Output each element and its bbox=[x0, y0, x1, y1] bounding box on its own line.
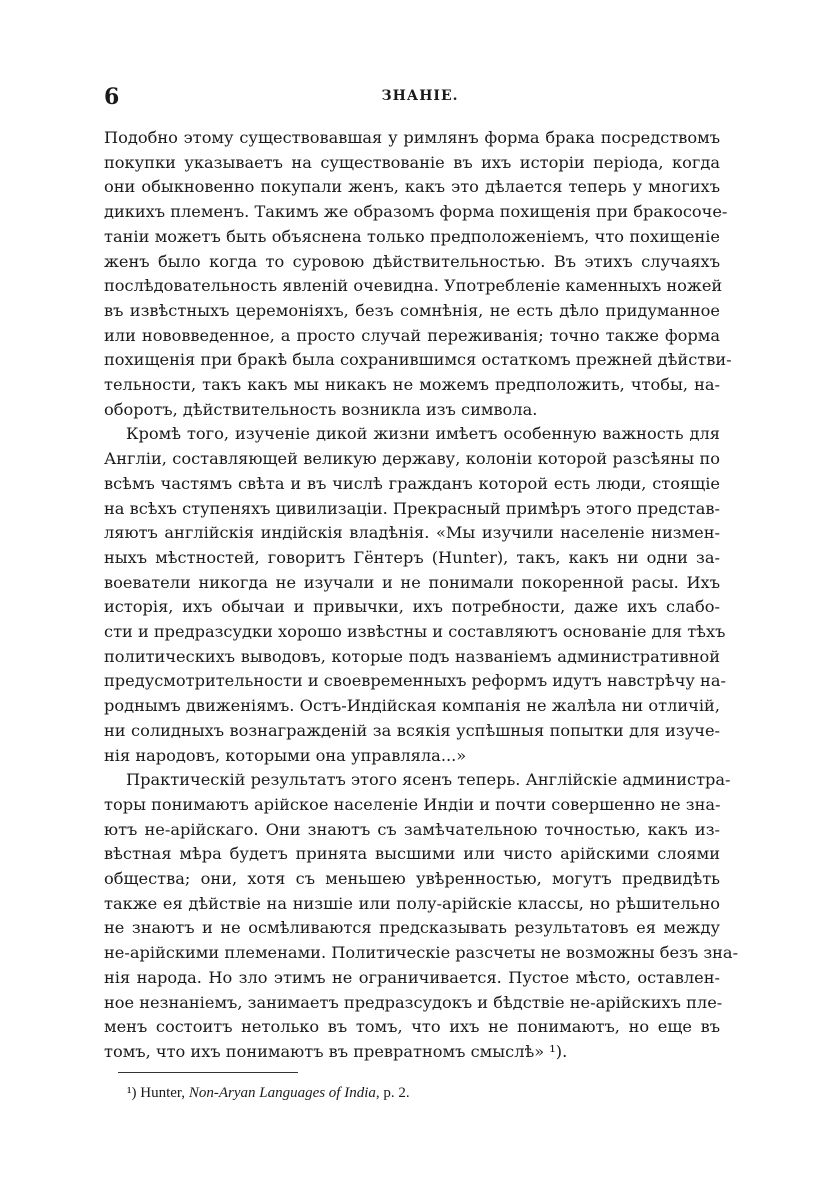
text-line: торы понимаютъ арійское населеніе Индіи и почти совершенно не зна- bbox=[104, 794, 721, 814]
text-line: Кромѣ того, изученіе дикой жизни имѣетъ особенную важность для bbox=[126, 424, 720, 444]
text-line: женъ было когда то суровою дѣйствительностью. Въ этихъ случаяхъ bbox=[104, 251, 720, 271]
text-line: тельности, такъ какъ мы никакъ не можемъ предположить, чтобы, на- bbox=[104, 375, 720, 394]
text-line: Англіи, составляющей великую державу, колоніи которой разсѣяны по bbox=[104, 449, 720, 469]
text-line: послѣдовательность явленій очевидна. Употребленіе каменныхъ ножей bbox=[104, 276, 723, 296]
running-head: ЗНАНІЕ. bbox=[381, 88, 459, 104]
text-line: воеватели никогда не изучали и не понимали покоренной расы. Ихъ bbox=[104, 572, 720, 592]
text-line: Практическій результатъ этого ясенъ теперь. Англійскіе администра- bbox=[126, 770, 731, 790]
text-line: сти и предразсудки хорошо извѣстны и составляютъ основаніе для тѣхъ bbox=[104, 622, 726, 641]
footnote-title: Non-Aryan Languages of India bbox=[188, 1085, 376, 1101]
footnote-author: Hunter, bbox=[140, 1085, 186, 1101]
footnote-rule bbox=[118, 1072, 298, 1073]
text-line: таніи можетъ быть объяснена только предположеніемъ, что похищеніе bbox=[104, 226, 720, 246]
text-line: покупки указываетъ на существованіе въ ихъ исторіи періода, когда bbox=[104, 152, 720, 172]
text-line: ныхъ мѣстностей, говоритъ Гёнтеръ (Hunter), такъ, какъ ни одни за- bbox=[104, 547, 720, 567]
text-line: также ея дѣйствіе на низшіе или полу-арійскіе классы, но рѣшительно bbox=[104, 893, 720, 913]
text-line: ни солидныхъ вознагражденій за всякія успѣшныя попытки для изуче- bbox=[104, 720, 720, 740]
text-line: не-арійскими племенами. Политическіе разсчеты не возможны безъ зна- bbox=[104, 943, 739, 963]
text-line: оборотъ, дѣйствительность возникла изъ символа. bbox=[104, 399, 538, 419]
text-line: или нововведенное, а просто случай переживанія; точно также форма bbox=[104, 325, 720, 345]
text-line: въ извѣстныхъ церемоніяхъ, безъ сомнѣнія, не есть дѣло придуманное bbox=[104, 300, 720, 320]
text-line: нія народовъ, которыми она управляла...» bbox=[104, 745, 467, 765]
text-line: Подобно этому существовавшая у римлянъ форма брака посредствомъ bbox=[104, 128, 720, 147]
text-line: на всѣхъ ступеняхъ цивилизаціи. Прекрасный примѣръ этого представ- bbox=[104, 498, 720, 518]
text-line: предусмотрительности и своевременныхъ реформъ идутъ навстрѣчу на- bbox=[104, 671, 726, 691]
text-line: ютъ не-арійскаго. Они знаютъ съ замѣчательною точностью, какъ из- bbox=[104, 819, 720, 839]
text-line: политическихъ выводовъ, которые подъ названіемъ административной bbox=[104, 646, 720, 666]
text-line: вѣстная мѣра будетъ принята высшими или чисто арійскими слоями bbox=[104, 844, 720, 864]
text-line: похищенія при бракѣ была сохранившимся остаткомъ прежней дѣйстви- bbox=[104, 350, 732, 370]
footnote-marker: ¹) bbox=[127, 1085, 137, 1101]
text-line: не знаютъ и не осмѣливаются предсказывать результатовъ ея между bbox=[104, 918, 720, 938]
text-line: нія народа. Но зло этимъ не ограничивается. Пустое мѣсто, оставлен- bbox=[104, 967, 720, 987]
footnote bbox=[127, 1085, 410, 1102]
text-line: они обыкновенно покупали женъ, какъ это дѣлается теперь у многихъ bbox=[104, 177, 720, 197]
text-line: ное незнаніемъ, занимаетъ предразсудокъ и бѣдствіе не-арійскихъ пле- bbox=[104, 992, 723, 1012]
footnote-page-ref: , p. 2. bbox=[375, 1085, 410, 1101]
text-line: менъ состоитъ нетолько въ томъ, что ихъ не понимаютъ, но еще въ bbox=[104, 1017, 720, 1037]
text-line: общества; они, хотя съ меньшею увѣренностью, могутъ предвидѣть bbox=[104, 869, 720, 888]
text-line: исторія, ихъ обычаи и привычки, ихъ потребности, даже ихъ слабо- bbox=[104, 597, 720, 617]
text-line: роднымъ движеніямъ. Остъ-Индійская компанія не жалѣла ни отличій, bbox=[104, 696, 720, 716]
page-number: 6 bbox=[104, 84, 120, 110]
text-line: всѣмъ частямъ свѣта и въ числѣ гражданъ которой есть люди, стоящіе bbox=[104, 473, 720, 493]
text-line: ляютъ англійскія индійскія владѣнія. «Мы изучили населеніе низмен- bbox=[104, 523, 720, 543]
text-line: томъ, что ихъ понимаютъ въ превратномъ смыслѣ» ¹). bbox=[104, 1041, 568, 1061]
text-line: дикихъ племенъ. Такимъ же образомъ форма похищенія при бракосоче- bbox=[104, 202, 728, 222]
